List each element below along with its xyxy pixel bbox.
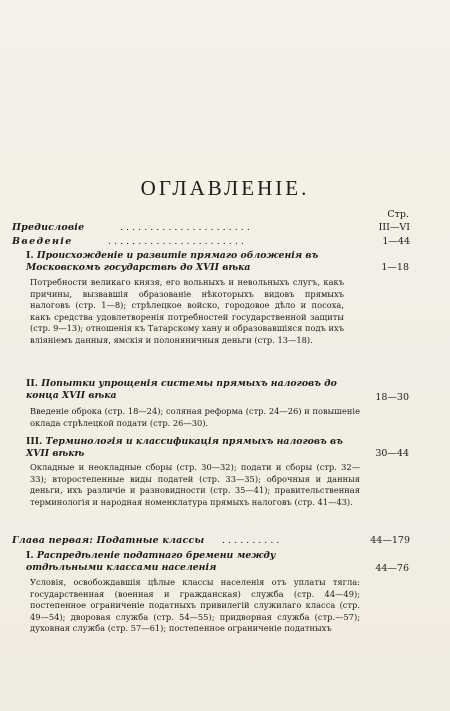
toc-entry-intro[interactable] bbox=[12, 236, 410, 247]
section-number: I. bbox=[26, 550, 34, 561]
section-number: III. bbox=[26, 436, 43, 447]
toc-section-2-pages: 18—30 bbox=[375, 392, 409, 403]
toc-chapter-1-section-1-title[interactable] bbox=[26, 550, 346, 574]
toc-entry-label: Введеніе bbox=[12, 236, 73, 247]
toc-entry-label: Глава первая: Податные классы bbox=[12, 535, 205, 546]
toc-section-1-pages: 1—18 bbox=[381, 262, 409, 273]
section-title-text: Распредѣленіе податнаго бремени между отдѣльными классами населенія bbox=[26, 550, 276, 574]
toc-entry-pages: 1—44 bbox=[382, 236, 410, 247]
toc-section-3-summary: Окладные и неокладные сборы (стр. 30—32); подати и сборы (стр. 32—33); второстепенные виды податей (стр. 33—35); оброчныя и данныя деньги, ихъ различіе и разновидности (стр. 35—41); правительственная терминологія и народная номенклатура прямыхъ налоговъ (стр. 41—43). bbox=[30, 462, 360, 507]
leader-dots: . . . . . . . . . . . . . . . . . . . . . . . bbox=[108, 236, 244, 247]
section-title-text: Терминологія и классификація прямыхъ налоговъ въ XVII вѣкѣ bbox=[26, 436, 343, 460]
page-title: ОГЛАВЛЕНІЕ. bbox=[140, 176, 310, 200]
toc-section-3-title[interactable] bbox=[26, 436, 346, 460]
toc-entry-pages: 44—179 bbox=[370, 535, 410, 546]
section-title-text: Попытки упрощенія системы прямыхъ налоговъ до конца XVII вѣка bbox=[26, 378, 337, 402]
toc-entry-pages: III—VI bbox=[378, 222, 410, 233]
toc-entry-label: Предисловіе bbox=[12, 222, 85, 233]
toc-section-1-summary: Потребности великаго князя, его вольныхъ и невольныхъ слугъ, какъ причины, вызвавшія образованіе нѣкоторыхъ видовъ прямыхъ налоговъ (стр. 1—8); стрѣлецкое войско, городовое дѣло и посоха, какъ средства удовлетворенія потребностей государственной защиты (стр. 9—13); отношенія къ Татарскому хану и образовавшіяся подъ ихъ вліяніемъ данныя, ямскія и полоняничныя деньги (стр. 13—18). bbox=[30, 277, 344, 345]
toc-section-2-title[interactable] bbox=[26, 378, 346, 402]
toc-section-3-pages: 30—44 bbox=[375, 448, 409, 459]
leader-dots: . . . . . . . . . . . . . . . . . . . . . . bbox=[120, 222, 250, 233]
page-column-header: Стр. bbox=[387, 209, 409, 220]
section-title-text: Происхожденіе и развитіе прямаго обложенія въ Московскомъ государствѣ до XVII вѣка bbox=[26, 250, 319, 274]
toc-entry-preface[interactable] bbox=[12, 222, 410, 233]
toc-entry-chapter-1[interactable] bbox=[12, 535, 410, 546]
toc-section-1-title[interactable] bbox=[26, 250, 346, 274]
section-number: II. bbox=[26, 378, 38, 389]
toc-chapter-1-section-1-summary: Условія, освобождавшія цѣлые классы населенія отъ уплаты тягла: государственная (военная и гражданская) служба (стр. 44—49); постепенное ограниченіе податныхъ привилегій служилаго класса (стр. 49—54); дворовая служба (стр. 54—55); придворная служба (стр.—57); духовная служба (стр. 57—61); постепенное ограниченіе податныхъ bbox=[30, 577, 360, 634]
leader-dots: . . . . . . . . . . bbox=[222, 535, 280, 546]
toc-section-2-summary: Введеніе оброка (стр. 18—24); соляная реформа (стр. 24—26) и повышеніе оклада стрѣлецкой подати (стр. 26—30). bbox=[30, 406, 360, 428]
section-number: I. bbox=[26, 250, 34, 261]
toc-chapter-1-section-1-pages: 44—76 bbox=[375, 563, 409, 574]
